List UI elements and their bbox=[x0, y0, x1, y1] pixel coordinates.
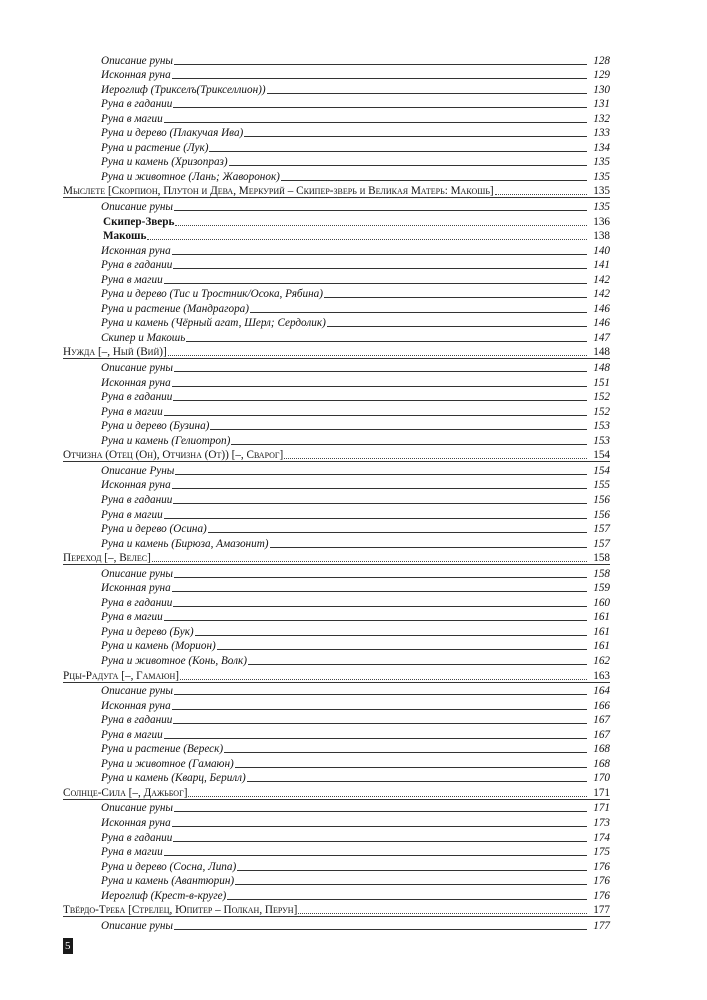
toc-page-number: 156 bbox=[593, 493, 610, 506]
toc-page-number: 167 bbox=[593, 728, 610, 741]
toc-page-number: 152 bbox=[593, 405, 610, 418]
toc-chapter-entry[interactable] bbox=[63, 344, 610, 360]
toc-leader-line bbox=[174, 694, 587, 695]
toc-leader-line bbox=[174, 811, 587, 812]
toc-entry-title: Описание руны bbox=[101, 362, 173, 375]
toc-entry[interactable] bbox=[63, 829, 610, 844]
toc-entry-title: Руна в магии bbox=[101, 728, 163, 741]
toc-leader-line bbox=[173, 268, 587, 269]
toc-entry[interactable] bbox=[63, 81, 610, 96]
toc-page-number: 135 bbox=[593, 185, 610, 198]
toc-entry-title: Руна и камень (Кварц, Берилл) bbox=[101, 772, 246, 785]
toc-entry-title: Исконная руна bbox=[101, 582, 171, 595]
toc-entry-title: Руна и животное (Конь, Волк) bbox=[101, 654, 247, 667]
toc-entry-title: Руна в магии bbox=[101, 611, 163, 624]
toc-leader-line bbox=[235, 884, 587, 885]
toc-leader-line bbox=[152, 561, 587, 562]
toc-entry[interactable] bbox=[63, 609, 610, 624]
toc-page-number: 142 bbox=[593, 273, 610, 286]
toc-page-number: 167 bbox=[593, 714, 610, 727]
toc-chapter-entry[interactable] bbox=[63, 183, 610, 199]
toc-leader-line bbox=[173, 400, 587, 401]
toc-leader-line bbox=[495, 194, 587, 195]
toc-entry[interactable] bbox=[63, 125, 610, 140]
toc-entry[interactable] bbox=[63, 168, 610, 183]
toc-page-number: 171 bbox=[593, 786, 610, 799]
toc-entry[interactable] bbox=[63, 139, 610, 154]
toc-page-number: 153 bbox=[593, 420, 610, 433]
toc-leader-line bbox=[164, 415, 587, 416]
toc-entry[interactable] bbox=[63, 432, 610, 447]
toc-entry-title: Руна в магии bbox=[101, 508, 163, 521]
toc-page-number: 142 bbox=[593, 288, 610, 301]
toc-page-number: 154 bbox=[593, 449, 610, 462]
table-of-contents bbox=[63, 52, 610, 932]
toc-leader-line bbox=[281, 180, 587, 181]
toc-page-number: 161 bbox=[593, 625, 610, 638]
toc-leader-line bbox=[217, 649, 587, 650]
toc-leader-line bbox=[174, 577, 587, 578]
toc-leader-line bbox=[164, 738, 587, 739]
toc-leader-line bbox=[284, 458, 587, 459]
toc-entry-title: Описание руны bbox=[101, 54, 173, 67]
toc-entry[interactable] bbox=[63, 271, 610, 286]
toc-chapter-entry[interactable] bbox=[63, 784, 610, 800]
toc-leader-line bbox=[174, 929, 587, 930]
toc-entry-title: Руна и дерево (Плакучая Ива) bbox=[101, 127, 244, 140]
toc-entry-title: Исконная руна bbox=[101, 69, 171, 82]
toc-page-number: 136 bbox=[593, 215, 610, 228]
toc-entry-title: Отчизна (Отец (Он), Отчизна (От)) [–, Сварог] bbox=[63, 449, 284, 462]
toc-page-number: 174 bbox=[593, 831, 610, 844]
toc-entry-title: Руна и камень (Хризопраз) bbox=[101, 156, 228, 169]
toc-leader-line bbox=[175, 225, 587, 226]
toc-entry[interactable] bbox=[63, 755, 610, 770]
toc-leader-line bbox=[173, 841, 587, 842]
toc-leader-line bbox=[172, 254, 587, 255]
toc-page-number: 154 bbox=[593, 464, 610, 477]
toc-entry-title: Руна в магии bbox=[101, 273, 163, 286]
toc-page-number: 171 bbox=[593, 802, 610, 815]
toc-page-number: 164 bbox=[593, 685, 610, 698]
toc-chapter-entry[interactable] bbox=[63, 447, 610, 463]
toc-entry-title: Руна и камень (Чёрный агат, Шерл; Сердолик) bbox=[101, 317, 326, 330]
toc-entry-title: Руна в магии bbox=[101, 405, 163, 418]
toc-entry-title: Макошь bbox=[103, 230, 147, 243]
toc-entry-title: Описание руны bbox=[101, 685, 173, 698]
toc-page-number: 159 bbox=[593, 582, 610, 595]
toc-page-number: 176 bbox=[593, 875, 610, 888]
toc-entry-title: Руна в гадании bbox=[101, 391, 173, 404]
toc-page-number: 133 bbox=[593, 127, 610, 140]
toc-page-number: 158 bbox=[593, 567, 610, 580]
toc-page-number: 173 bbox=[593, 816, 610, 829]
toc-leader-line bbox=[164, 518, 587, 519]
toc-leader-line bbox=[208, 532, 587, 533]
toc-page-number: 166 bbox=[593, 699, 610, 712]
toc-entry-title: Исконная руна bbox=[101, 816, 171, 829]
toc-leader-line bbox=[327, 326, 587, 327]
toc-entry-title: Руна в гадании bbox=[101, 596, 173, 609]
toc-entry-title: Нужда [–, Ный (Вий)] bbox=[63, 346, 167, 359]
toc-page-number: 146 bbox=[593, 302, 610, 315]
toc-page-number: 132 bbox=[593, 112, 610, 125]
toc-leader-line bbox=[324, 297, 587, 298]
toc-page-number: 151 bbox=[593, 376, 610, 389]
toc-page-number: 157 bbox=[593, 537, 610, 550]
toc-entry-title: Описание Руны bbox=[101, 464, 175, 477]
toc-leader-line bbox=[173, 107, 587, 108]
toc-leader-line bbox=[180, 679, 587, 680]
toc-entry[interactable] bbox=[63, 594, 610, 609]
toc-chapter-entry[interactable] bbox=[63, 902, 610, 918]
toc-leader-line bbox=[172, 826, 587, 827]
toc-entry[interactable] bbox=[63, 389, 610, 404]
toc-leader-line bbox=[237, 870, 587, 871]
toc-page-number: 135 bbox=[593, 170, 610, 183]
toc-chapter-entry[interactable] bbox=[63, 550, 610, 566]
toc-entry[interactable] bbox=[63, 506, 610, 521]
toc-entry-title: Руна в гадании bbox=[101, 98, 173, 111]
toc-entry[interactable] bbox=[63, 697, 610, 712]
toc-entry[interactable] bbox=[63, 623, 610, 638]
toc-page-number: 170 bbox=[593, 772, 610, 785]
toc-entry[interactable] bbox=[63, 521, 610, 536]
toc-entry-title: Описание руны bbox=[101, 567, 173, 580]
toc-leader-line bbox=[270, 547, 587, 548]
toc-entry[interactable] bbox=[63, 887, 610, 902]
toc-entry-title: Скипер и Макошь bbox=[101, 331, 186, 344]
toc-entry-title: Руна и растение (Лук) bbox=[101, 141, 209, 154]
toc-entry[interactable] bbox=[63, 329, 610, 344]
toc-leader-line bbox=[244, 136, 587, 137]
toc-entry-title: Твёрдо-Треба [Стрелец, Юпитер – Полкан, Перун] bbox=[63, 904, 298, 917]
toc-page-number: 158 bbox=[593, 552, 610, 565]
toc-page-number: 177 bbox=[593, 919, 610, 932]
toc-leader-line bbox=[248, 664, 587, 665]
toc-leader-line bbox=[231, 444, 587, 445]
toc-page-number: 161 bbox=[593, 640, 610, 653]
toc-entry[interactable] bbox=[63, 683, 610, 698]
toc-entry-title: Руна и дерево (Тис и Тростник/Осока, Рябина) bbox=[101, 288, 323, 301]
toc-entry[interactable] bbox=[63, 844, 610, 859]
toc-leader-line bbox=[174, 371, 587, 372]
toc-entry-title: Исконная руна bbox=[101, 244, 171, 257]
toc-entry-title: Руна в гадании bbox=[101, 493, 173, 506]
toc-page-number: 138 bbox=[593, 230, 610, 243]
toc-page-number: 148 bbox=[593, 362, 610, 375]
toc-entry[interactable] bbox=[63, 315, 610, 330]
toc-entry[interactable] bbox=[63, 917, 610, 932]
toc-entry[interactable] bbox=[63, 359, 610, 374]
toc-entry-title: Описание руны bbox=[101, 919, 173, 932]
toc-entry-title: Исконная руна bbox=[101, 699, 171, 712]
toc-leader-line bbox=[164, 620, 587, 621]
toc-entry-title: Скипер-Зверь bbox=[103, 215, 175, 228]
toc-entry[interactable] bbox=[63, 652, 610, 667]
toc-page-number: 176 bbox=[593, 860, 610, 873]
toc-entry[interactable] bbox=[63, 213, 610, 228]
toc-entry-title: Руна и камень (Авантюрин) bbox=[101, 875, 235, 888]
toc-page-number: 134 bbox=[593, 141, 610, 154]
toc-entry[interactable] bbox=[63, 286, 610, 301]
toc-page-number: 141 bbox=[593, 259, 610, 272]
toc-entry-title: Руна в гадании bbox=[101, 831, 173, 844]
toc-page-number: 156 bbox=[593, 508, 610, 521]
toc-page-number: 175 bbox=[593, 846, 610, 859]
toc-entry-title: Руна и дерево (Бузина) bbox=[101, 420, 210, 433]
toc-entry[interactable] bbox=[63, 726, 610, 741]
toc-leader-line bbox=[250, 312, 587, 313]
toc-entry-title: Руна и дерево (Осина) bbox=[101, 523, 207, 536]
toc-entry[interactable] bbox=[63, 858, 610, 873]
toc-entry[interactable] bbox=[63, 741, 610, 756]
toc-page-number: 147 bbox=[593, 331, 610, 344]
toc-leader-line bbox=[174, 64, 587, 65]
toc-entry[interactable] bbox=[63, 712, 610, 727]
toc-entry-title: Руна в гадании bbox=[101, 259, 173, 272]
toc-page-number: 163 bbox=[593, 669, 610, 682]
toc-page-number: 176 bbox=[593, 889, 610, 902]
toc-leader-line bbox=[173, 606, 587, 607]
toc-entry[interactable] bbox=[63, 800, 610, 815]
toc-leader-line bbox=[172, 591, 587, 592]
toc-page-number: 168 bbox=[593, 757, 610, 770]
toc-leader-line bbox=[229, 165, 587, 166]
toc-entry-title: Руна и растение (Вереск) bbox=[101, 743, 224, 756]
toc-page-number: 140 bbox=[593, 244, 610, 257]
toc-entry[interactable] bbox=[63, 565, 610, 580]
toc-page-number: 162 bbox=[593, 654, 610, 667]
toc-entry-title: Рцы-Радуга [–, Гамаюн] bbox=[63, 669, 180, 682]
toc-leader-line bbox=[247, 781, 587, 782]
toc-page-number: 153 bbox=[593, 434, 610, 447]
toc-leader-line bbox=[175, 474, 587, 475]
toc-leader-line bbox=[172, 488, 587, 489]
toc-entry[interactable] bbox=[63, 638, 610, 653]
page-number: 5 bbox=[65, 940, 71, 952]
toc-entry[interactable] bbox=[63, 873, 610, 888]
toc-page-number: 152 bbox=[593, 391, 610, 404]
toc-page-number: 129 bbox=[593, 69, 610, 82]
toc-entry[interactable] bbox=[63, 770, 610, 785]
toc-page-number: 160 bbox=[593, 596, 610, 609]
toc-chapter-entry[interactable] bbox=[63, 667, 610, 683]
toc-leader-line bbox=[227, 899, 587, 900]
toc-entry-title: Руна в магии bbox=[101, 112, 163, 125]
toc-entry[interactable] bbox=[63, 67, 610, 82]
toc-page-number: 131 bbox=[593, 98, 610, 111]
toc-leader-line bbox=[164, 283, 587, 284]
toc-entry-title: Переход [–, Велес] bbox=[63, 552, 151, 565]
toc-page-number: 135 bbox=[593, 156, 610, 169]
toc-entry[interactable] bbox=[63, 242, 610, 257]
toc-entry-title: Руна и животное (Гамаюн) bbox=[101, 757, 234, 770]
toc-entry-title: Руна и камень (Бирюза, Амазонит) bbox=[101, 537, 269, 550]
toc-leader-line bbox=[195, 635, 587, 636]
toc-entry[interactable] bbox=[63, 580, 610, 595]
toc-entry-title: Исконная руна bbox=[101, 479, 171, 492]
toc-page-number: 168 bbox=[593, 743, 610, 756]
toc-entry-title: Иероглиф (Трикселъ(Трикселлион)) bbox=[101, 83, 266, 96]
toc-leader-line bbox=[173, 503, 587, 504]
toc-entry[interactable] bbox=[63, 257, 610, 272]
toc-leader-line bbox=[147, 239, 587, 240]
toc-entry-title: Описание руны bbox=[101, 201, 173, 214]
toc-leader-line bbox=[174, 210, 587, 211]
toc-leader-line bbox=[172, 709, 587, 710]
toc-page-number: 135 bbox=[593, 201, 610, 214]
toc-entry[interactable] bbox=[63, 52, 610, 67]
toc-entry[interactable] bbox=[63, 374, 610, 389]
toc-leader-line bbox=[173, 723, 587, 724]
toc-leader-line bbox=[164, 855, 587, 856]
toc-entry[interactable] bbox=[63, 491, 610, 506]
toc-entry[interactable] bbox=[63, 403, 610, 418]
toc-entry-title: Мыслете [Скорпион, Плутон и Дева, Меркурий – Скипер-зверь и Великая Матерь: Макошь] bbox=[63, 185, 494, 198]
toc-entry-title: Руна и дерево (Сосна, Липа) bbox=[101, 860, 237, 873]
toc-leader-line bbox=[172, 78, 587, 79]
toc-leader-line bbox=[209, 151, 587, 152]
toc-entry[interactable] bbox=[63, 198, 610, 213]
toc-entry-title: Исконная руна bbox=[101, 376, 171, 389]
toc-entry[interactable] bbox=[63, 300, 610, 315]
toc-entry[interactable] bbox=[63, 154, 610, 169]
toc-leader-line bbox=[210, 429, 587, 430]
toc-page-number: 128 bbox=[593, 54, 610, 67]
toc-entry-title: Иероглиф (Крест-в-круге) bbox=[101, 889, 227, 902]
toc-entry[interactable] bbox=[63, 228, 610, 243]
toc-leader-line bbox=[188, 796, 587, 797]
toc-page-number: 146 bbox=[593, 317, 610, 330]
toc-page-number: 157 bbox=[593, 523, 610, 536]
toc-entry-title: Руна и камень (Гелиотроп) bbox=[101, 434, 231, 447]
toc-entry-title: Солнце-Сила [–, Дажьбог] bbox=[63, 786, 188, 799]
toc-entry-title: Руна и животное (Лань; Жаворонок) bbox=[101, 170, 280, 183]
toc-entry[interactable] bbox=[63, 110, 610, 125]
toc-leader-line bbox=[186, 341, 587, 342]
toc-entry-title: Руна и камень (Морион) bbox=[101, 640, 216, 653]
toc-leader-line bbox=[172, 386, 587, 387]
toc-page-number: 177 bbox=[593, 904, 610, 917]
toc-entry[interactable] bbox=[63, 535, 610, 550]
toc-entry[interactable] bbox=[63, 462, 610, 477]
toc-leader-line bbox=[298, 913, 587, 914]
toc-page-number: 130 bbox=[593, 83, 610, 96]
toc-entry[interactable] bbox=[63, 814, 610, 829]
toc-leader-line bbox=[168, 355, 587, 356]
toc-leader-line bbox=[235, 767, 587, 768]
toc-entry-title: Руна и растение (Мандрагора) bbox=[101, 302, 249, 315]
toc-entry[interactable] bbox=[63, 477, 610, 492]
toc-leader-line bbox=[267, 93, 587, 94]
toc-entry[interactable] bbox=[63, 418, 610, 433]
toc-leader-line bbox=[164, 122, 587, 123]
toc-page-number: 161 bbox=[593, 611, 610, 624]
toc-entry-title: Описание руны bbox=[101, 802, 173, 815]
toc-page-number: 155 bbox=[593, 479, 610, 492]
toc-entry[interactable] bbox=[63, 96, 610, 111]
toc-page-number: 148 bbox=[593, 346, 610, 359]
toc-entry-title: Руна в гадании bbox=[101, 714, 173, 727]
toc-leader-line bbox=[224, 752, 587, 753]
toc-entry-title: Руна в магии bbox=[101, 846, 163, 859]
toc-entry-title: Руна и дерево (Бук) bbox=[101, 625, 194, 638]
